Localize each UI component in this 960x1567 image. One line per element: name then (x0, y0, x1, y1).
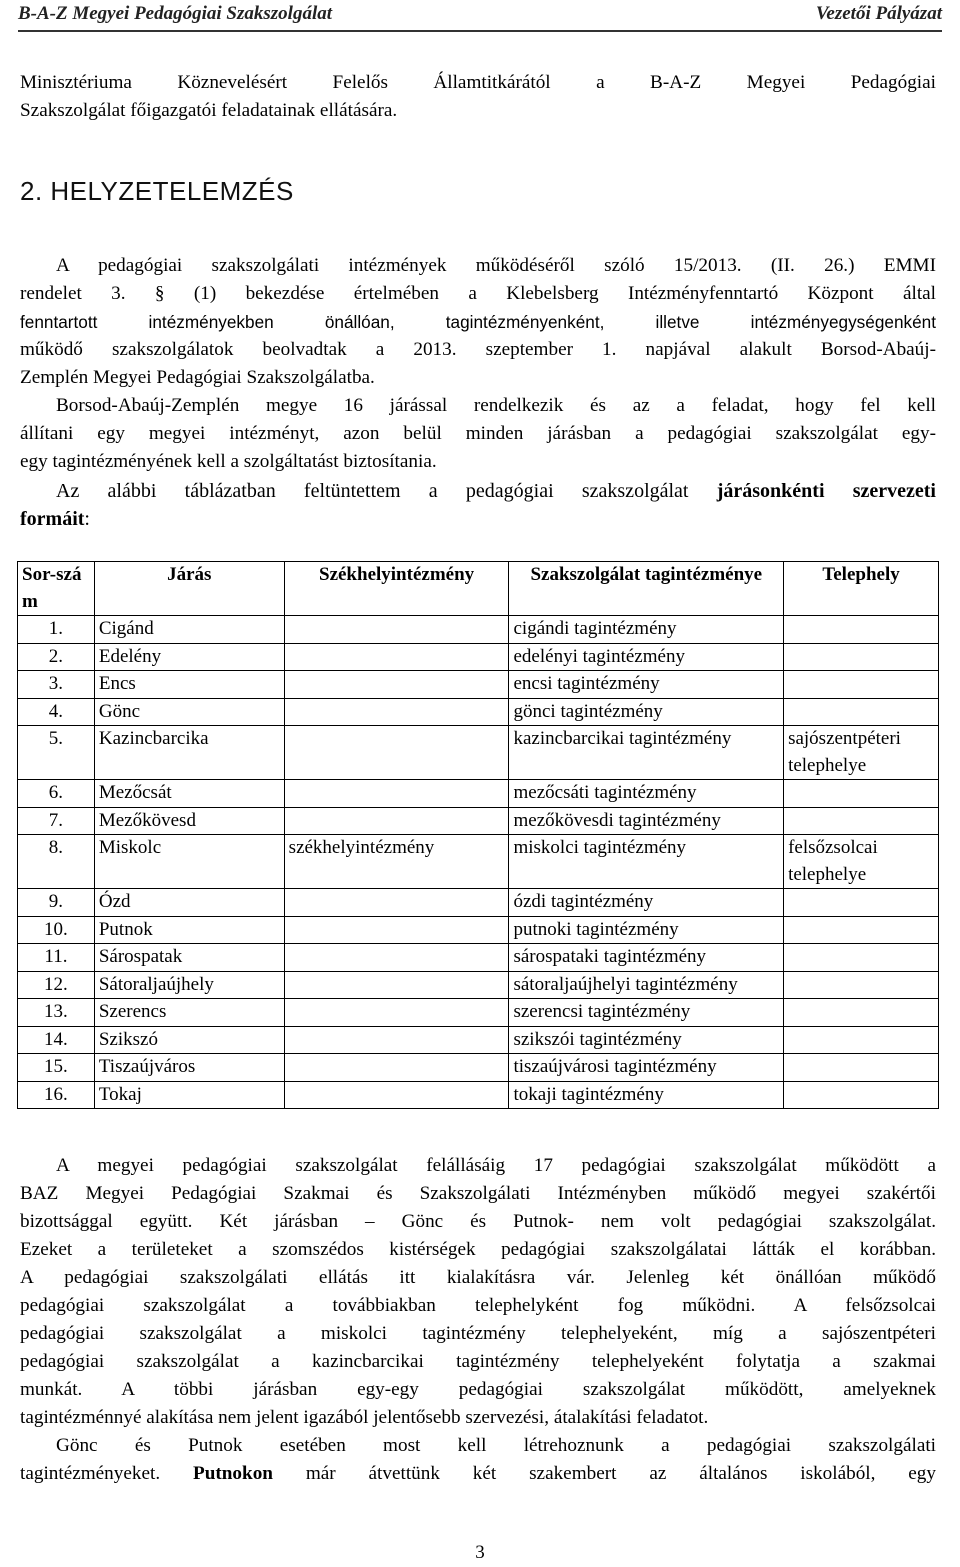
text-line: Minisztériuma Köznevelésért Felelős Államtitkárától a B-A-Z Megyei Pedagógiai (20, 72, 936, 93)
header-headquarters: Székhelyintézmény (284, 562, 509, 616)
text-line: egy tagintézményének kell a szolgáltatást biztosítania. (20, 451, 437, 472)
headquarters-cell (284, 698, 509, 726)
text-line: munkát. A többi járásban egy-egy pedagógiai szakszolgálat működött, amelyeknek (20, 1379, 936, 1400)
row-number: 12. (18, 971, 95, 999)
member-institution: sárospataki tagintézmény (509, 944, 784, 972)
section-heading: 2. HELYZETELEMZÉS (20, 176, 294, 206)
table-row (18, 671, 939, 699)
headquarters-cell (284, 1054, 509, 1082)
header-rule (18, 30, 942, 32)
table-row (18, 916, 939, 944)
district-name: Tiszaújváros (94, 1054, 284, 1082)
header-member-institution: Szakszolgálat tagintézménye (509, 562, 784, 616)
district-name: Sátoraljaújhely (94, 971, 284, 999)
table-row (18, 616, 939, 644)
member-institution: sátoraljaújhelyi tagintézmény (509, 971, 784, 999)
text-line: pedagógiai szakszolgálat a továbbiakban telephelyként fog működni. A felsőzsolcai (20, 1295, 936, 1316)
site-cell (784, 616, 939, 644)
headquarters-cell (284, 780, 509, 808)
text-line: rendelet 3. § (1) bekezdése értelmében a Klebelsberg Intézményfenntartó Központ által (20, 283, 936, 304)
header-serial-number: Sor-szám (18, 562, 95, 616)
text-run: tagintézményeket. (20, 1463, 193, 1484)
district-table (17, 561, 939, 1109)
text-run: már átvettünk két szakembert az általános iskolából, egy (272, 1463, 936, 1484)
table-row (18, 889, 939, 917)
row-number: 6. (18, 780, 95, 808)
site-cell (784, 889, 939, 917)
member-institution: mezőcsáti tagintézmény (509, 780, 784, 808)
site-cell (784, 807, 939, 835)
member-institution: putnoki tagintézmény (509, 916, 784, 944)
table-row (18, 835, 939, 889)
member-institution: tiszaújvárosi tagintézmény (509, 1054, 784, 1082)
district-name: Mezőkövesd (94, 807, 284, 835)
row-number: 3. (18, 671, 95, 699)
text-line: A pedagógiai szakszolgálati ellátás itt kialakításra vár. Jelenleg két önállóan működő (20, 1267, 936, 1288)
member-institution: kazincbarcikai tagintézmény (509, 726, 784, 780)
paragraph-1 (20, 252, 936, 392)
headquarters-cell (284, 643, 509, 671)
row-number: 11. (18, 944, 95, 972)
headquarters-cell (284, 916, 509, 944)
text-line (20, 1460, 936, 1488)
district-name: Encs (94, 671, 284, 699)
site-cell (784, 643, 939, 671)
paragraph-5 (20, 1432, 936, 1488)
row-number: 7. (18, 807, 95, 835)
district-name: Cigánd (94, 616, 284, 644)
member-institution: edelényi tagintézmény (509, 643, 784, 671)
table-row (18, 971, 939, 999)
row-number: 4. (18, 698, 95, 726)
text-run: Az alábbi táblázatban feltüntettem a pedagógiai szakszolgálat (56, 480, 717, 502)
district-name: Putnok (94, 916, 284, 944)
headquarters-cell: székhelyintézmény (284, 835, 509, 889)
site-cell (784, 1026, 939, 1054)
site-cell (784, 971, 939, 999)
paragraph-2 (20, 392, 936, 476)
site-cell (784, 999, 939, 1027)
row-number: 14. (18, 1026, 95, 1054)
site-cell (784, 780, 939, 808)
row-number: 9. (18, 889, 95, 917)
paragraph-4 (20, 1152, 936, 1432)
headquarters-cell (284, 971, 509, 999)
text-line: tagintézménnyé alakítása nem jelent igazából jelentősebb szervezési, átalakítási feladatot. (20, 1407, 709, 1428)
headquarters-cell (284, 726, 509, 780)
text-line: pedagógiai szakszolgálat a kazincbarcikai tagintézmény telephelyeként folytatja a szakmai (20, 1351, 936, 1372)
text-line: A megyei pedagógiai szakszolgálat felállásáig 17 pedagógiai szakszolgálat működött a (56, 1155, 936, 1176)
emphasis-text: formáit (20, 508, 85, 530)
member-institution: encsi tagintézmény (509, 671, 784, 699)
text-line: állítani egy megyei intézményt, azon belül minden járásban a pedagógiai szakszolgálat egy- (20, 423, 936, 444)
member-institution: miskolci tagintézmény (509, 835, 784, 889)
row-number: 2. (18, 643, 95, 671)
table-row (18, 807, 939, 835)
header-site: Telephely (784, 562, 939, 616)
headquarters-cell (284, 671, 509, 699)
row-number: 13. (18, 999, 95, 1027)
text-line: Gönc és Putnok esetében most kell létrehoznunk a pedagógiai szakszolgálati (56, 1435, 936, 1456)
district-name: Ózd (94, 889, 284, 917)
table-row (18, 944, 939, 972)
district-name: Szikszó (94, 1026, 284, 1054)
text-line: pedagógiai szakszolgálat a miskolci tagintézmény telephelyeként, míg a sajószentpéteri (20, 1323, 936, 1344)
district-name: Kazincbarcika (94, 726, 284, 780)
row-number: 1. (18, 616, 95, 644)
table-row (18, 1054, 939, 1082)
text-line: fenntartott intézményekben önállóan, tagintézményenként, illetve intézményegységenként (20, 312, 936, 332)
site-cell (784, 916, 939, 944)
text-line: Szakszolgálat főigazgatói feladatainak ellátására. (20, 100, 398, 121)
member-institution: gönci tagintézmény (509, 698, 784, 726)
table-row (18, 726, 939, 780)
district-name: Szerencs (94, 999, 284, 1027)
headquarters-cell (284, 1026, 509, 1054)
district-name: Miskolc (94, 835, 284, 889)
emphasis-text: Putnokon (192, 1463, 273, 1484)
row-number: 15. (18, 1054, 95, 1082)
text-line: Ezeket a területeket a szomszédos kistérségek pedagógiai szakszolgálatai látták el korábban. (20, 1239, 936, 1260)
table-row (18, 1026, 939, 1054)
table-row (18, 698, 939, 726)
member-institution: tokaji tagintézmény (509, 1081, 784, 1109)
headquarters-cell (284, 999, 509, 1027)
site-cell: sajószentpéteri telephelye (784, 726, 939, 780)
row-number: 8. (18, 835, 95, 889)
site-cell: felsőzsolcai telephelye (784, 835, 939, 889)
table-header-row (18, 562, 939, 616)
text-line: Zemplén Megyei Pedagógiai Szakszolgálatba. (20, 367, 375, 388)
member-institution: mezőkövesdi tagintézmény (509, 807, 784, 835)
district-name: Tokaj (94, 1081, 284, 1109)
member-institution: ózdi tagintézmény (509, 889, 784, 917)
text-line (20, 477, 936, 505)
intro-paragraph (20, 69, 936, 125)
paragraph-3 (20, 477, 936, 533)
site-cell (784, 944, 939, 972)
text-line: bizottsággal együtt. Két járásban – Gönc és Putnok- nem volt pedagógiai szakszolgálat. (20, 1211, 936, 1232)
text-run: : (84, 508, 90, 530)
headquarters-cell (284, 889, 509, 917)
member-institution: cigándi tagintézmény (509, 616, 784, 644)
site-cell (784, 698, 939, 726)
table-row (18, 643, 939, 671)
header-district: Járás (94, 562, 284, 616)
header-organization: B-A-Z Megyei Pedagógiai Szakszolgálat (18, 3, 333, 24)
headquarters-cell (284, 944, 509, 972)
text-line: A pedagógiai szakszolgálati intézmények működéséről szóló 15/2013. (II. 26.) EMMI (56, 255, 936, 276)
text-line: Borsod-Abaúj-Zemplén megye 16 járással rendelkezik és az a feladat, hogy fel kell (56, 395, 936, 416)
site-cell (784, 1054, 939, 1082)
headquarters-cell (284, 616, 509, 644)
member-institution: szerencsi tagintézmény (509, 999, 784, 1027)
text-line (20, 505, 936, 533)
table-row (18, 780, 939, 808)
row-number: 5. (18, 726, 95, 780)
table-row (18, 1081, 939, 1109)
page-number: 3 (475, 1542, 485, 1563)
text-line: működő szakszolgálatok beolvadtak a 2013. szeptember 1. napjával alakult Borsod-Abaúj- (20, 339, 936, 360)
district-name: Mezőcsát (94, 780, 284, 808)
district-name: Edelény (94, 643, 284, 671)
emphasis-text: járásonkénti szervezeti (716, 480, 936, 502)
table-row (18, 999, 939, 1027)
headquarters-cell (284, 807, 509, 835)
site-cell (784, 1081, 939, 1109)
headquarters-cell (284, 1081, 509, 1109)
district-name: Sárospatak (94, 944, 284, 972)
site-cell (784, 671, 939, 699)
row-number: 16. (18, 1081, 95, 1109)
row-number: 10. (18, 916, 95, 944)
page-header (18, 0, 942, 34)
member-institution: szikszói tagintézmény (509, 1026, 784, 1054)
district-name: Gönc (94, 698, 284, 726)
text-line: BAZ Megyei Pedagógiai Szakmai és Szakszolgálati Intézményben működő megyei szakértői (20, 1183, 936, 1204)
header-document-type: Vezetői Pályázat (815, 3, 942, 24)
